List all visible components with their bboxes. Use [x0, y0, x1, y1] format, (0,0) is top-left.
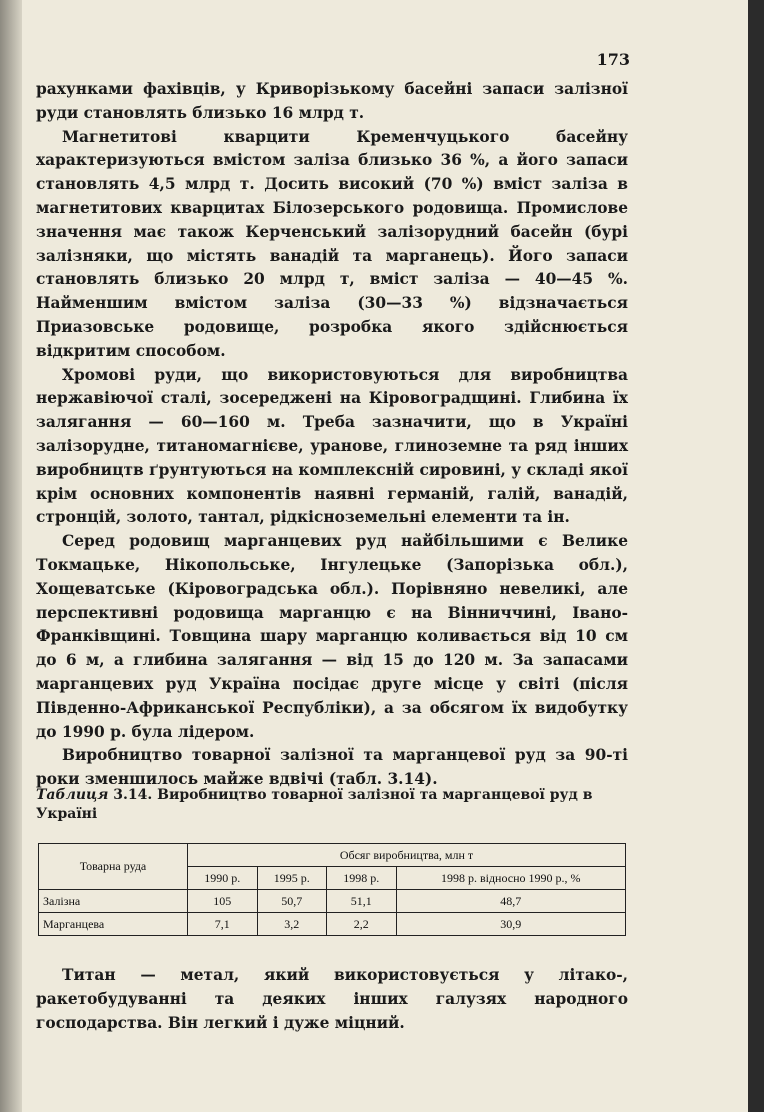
table-row [39, 890, 626, 913]
header-ore-type: Товарна руда [39, 844, 188, 890]
table-caption-text: 3.14. Виробництво товарної залізної та марганцевої руд в Україні [36, 787, 593, 822]
header-production-volume: Обсяг виробництва, млн т [188, 844, 626, 867]
table-caption [36, 786, 628, 824]
header-year-1995: 1995 р. [257, 867, 327, 890]
header-year-1990: 1990 р. [188, 867, 258, 890]
paragraph-3: Хромові руди, що використовуються для виробництва нержавіючої сталі, зосереджені на Кіровоградщині. Глибина їх залягання — 60—160 м. Треба зазначити, що в Україні залізорудне, титаномагнієве, уранове, глиноземне та ряд інших виробництв ґрунтуються на комплексній сировині, у складі якої крім основних компонентів наявні германій, галій, ванадій, стронцій, золото, тантал, рідкісноземельні елементи та ін. [36, 365, 628, 527]
table-cell: 2,2 [327, 913, 397, 936]
page-spine-shadow [0, 0, 22, 1112]
table-cell: 7,1 [188, 913, 258, 936]
table-cell: 48,7 [396, 890, 626, 913]
paragraph-5: Виробництво товарної залізної та марганцевої руд за 90-ті роки зменшилось майже вдвічі (табл. 3.14). [36, 746, 628, 789]
table-header-row [39, 844, 626, 867]
paragraph-titanium: Титан — метал, який використовується у літако-, ракетобудуванні та деяких інших галузях народного господарства. Він легкий і дуже міцний. [36, 966, 628, 1032]
page-number: 173 [596, 50, 630, 69]
paragraph-2: Магнетитові кварцити Кременчуцького басейну характеризуються вмістом заліза близько 36 %, а його запаси становлять 4,5 млрд т. Досить високий (70 %) вміст заліза в магнетитових кварцитах Білозерського родовища. Промислове значення має також Керченський залізорудний басейн (бурі залізняки, що містять ванадій та марганець). Його запаси становлять близько 20 млрд т, вміст заліза — 40—45 %. Найменшим вмістом заліза (30—33 %) відзначається Приазовське родовище, розробка якого здійснюється відкритим способом. [36, 127, 628, 360]
table-row [39, 913, 626, 936]
header-year-1998: 1998 р. [327, 867, 397, 890]
table-cell: 105 [188, 890, 258, 913]
closing-text [36, 963, 628, 1035]
table-cell: 50,7 [257, 890, 327, 913]
paragraph-4: Серед родовищ марганцевих руд найбільшими є Велике Токмацьке, Нікопольське, Інгулецьке (Запорізька обл.), Хощеватське (Кіровоградська обл.). Порівняно невеликі, але перспективні родовища марганцю є на Вінниччині, Івано-Франківщині. Товщина шару марганцю коливається від 10 см до 6 м, а глибина залягання — від 15 до 120 м. За запасами марганцевих руд Україна посідає друге місце у світі (після Південно-Африканської Республіки), а за обсягом їх видобутку до 1990 р. була лідером. [36, 532, 628, 741]
body-text [36, 78, 628, 792]
row-name-iron: Залізна [39, 890, 188, 913]
row-name-manganese: Марганцева [39, 913, 188, 936]
header-ratio: 1998 р. відносно 1990 р., % [396, 867, 626, 890]
table-cell: 3,2 [257, 913, 327, 936]
table-cell: 51,1 [327, 890, 397, 913]
table-cell: 30,9 [396, 913, 626, 936]
table-caption-label: Таблиця [36, 787, 109, 803]
paragraph-1: рахунками фахівців, у Криворізькому басейні запаси залізної руди становлять близько 16 млрд т. [36, 80, 628, 122]
production-table [38, 843, 626, 936]
